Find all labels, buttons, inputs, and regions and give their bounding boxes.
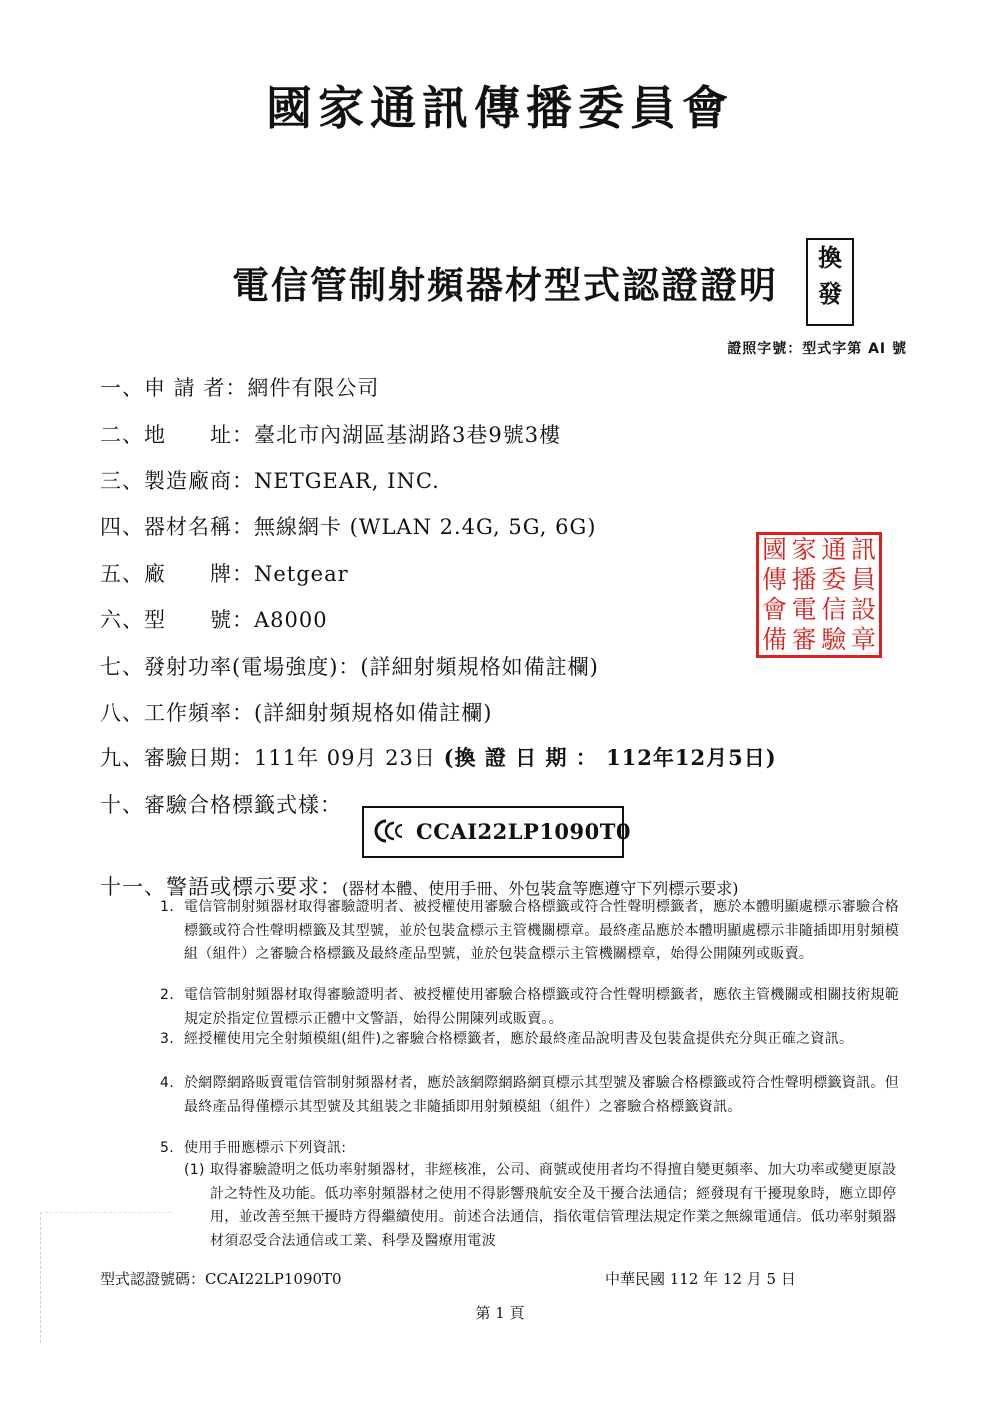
seal-char: 章 bbox=[850, 625, 876, 654]
field-review-date bbox=[100, 742, 777, 772]
seal-char: 會 bbox=[762, 595, 788, 624]
field-label: 十、審驗合格標籤式樣： bbox=[100, 793, 342, 817]
renewal-date: (換 證 日 期 ： 112年12月5日) bbox=[443, 745, 777, 770]
warning-item bbox=[160, 1137, 910, 1161]
agency-name: 國家通訊傳播委員會 bbox=[266, 81, 734, 135]
renewal-stamp-char: 發 bbox=[818, 279, 842, 308]
warning-heading-text: 十一、警語或標示要求： bbox=[100, 875, 342, 899]
seal-char: 訊 bbox=[850, 535, 876, 564]
field-frequency bbox=[100, 697, 492, 727]
field-equipment-name bbox=[100, 511, 596, 541]
field-applicant bbox=[100, 372, 379, 402]
warning-sub-item-number: (1) bbox=[184, 1162, 205, 1178]
approval-label-code: CCAI22LP1090T0 bbox=[416, 819, 632, 844]
seal-char: 傳 bbox=[762, 565, 788, 594]
field-value: A8000 bbox=[254, 608, 328, 632]
field-label: 八、工作頻率： bbox=[100, 701, 254, 725]
warning-item-text: 電信管制射頻器材取得審驗證明者、被授權使用審驗合格標籤或符合性聲明標籤者，應依主管機關或相關技術規範規定於指定位置標示正體中文警語，始得公開陳列或販賣。。 bbox=[184, 987, 899, 1027]
field-value: (詳細射頻規格如備註欄) bbox=[360, 655, 599, 679]
warning-subheading: (器材本體、使用手冊、外包裝盒等應遵守下列標示要求) bbox=[342, 879, 739, 898]
warning-item bbox=[160, 896, 910, 967]
field-value: NETGEAR, INC. bbox=[254, 469, 440, 493]
warning-item-number: 1. bbox=[160, 899, 174, 915]
seal-char: 員 bbox=[850, 565, 876, 594]
warning-item-number: 3. bbox=[160, 1031, 174, 1047]
warning-item-number: 4. bbox=[160, 1075, 174, 1091]
warning-item-text: 電信管制射頻器材取得審驗證明者、被授權使用審驗合格標籤或符合性聲明標籤者，應於本體明顯處標示審驗合格標籤或符合性聲明標籤及其型號，並於包裝盒標示主管機關標章。最終產品應於本體明顯處標示非隨插即用射頻模組（組件）之審驗合格標籤及最終產品型號，並於包裝盒標示主管機關標章，始得公開陳列或販賣。 bbox=[184, 899, 899, 962]
field-label: 一、申 請 者： bbox=[100, 376, 248, 400]
warning-item-text: 使用手冊應標示下列資訊: bbox=[184, 1140, 347, 1156]
field-value: (詳細射頻規格如備註欄) bbox=[254, 701, 493, 725]
seal-char: 設 bbox=[850, 595, 876, 624]
seal-char: 驗 bbox=[821, 625, 847, 654]
warning-sub-item bbox=[184, 1159, 910, 1253]
warning-item bbox=[160, 1028, 910, 1052]
field-model bbox=[100, 604, 328, 634]
field-manufacturer bbox=[100, 465, 440, 495]
field-label: 六、型 號： bbox=[100, 608, 254, 632]
field-brand bbox=[100, 558, 349, 588]
field-value: Netgear bbox=[254, 562, 349, 586]
field-label-sample bbox=[100, 789, 342, 819]
seal-char: 備 bbox=[762, 625, 788, 654]
official-seal bbox=[756, 532, 882, 658]
footer-approval-code: 型式認證號碼：CCAI22LP1090T0 bbox=[100, 1270, 342, 1288]
page-number: 第 1 頁 bbox=[475, 1304, 525, 1322]
field-transmit-power bbox=[100, 651, 599, 681]
field-label: 四、器材名稱： bbox=[100, 515, 254, 539]
footer-date: 中華民國 112 年 12 月 5 日 bbox=[605, 1270, 796, 1288]
ncc-logo-icon bbox=[374, 819, 410, 843]
field-label: 五、廠 牌： bbox=[100, 562, 254, 586]
field-label: 二、地 址： bbox=[100, 423, 254, 447]
field-label: 七、發射功率(電場強度)： bbox=[100, 655, 361, 679]
field-address bbox=[100, 419, 561, 449]
field-value: 網件有限公司 bbox=[247, 376, 380, 400]
seal-char: 播 bbox=[791, 565, 817, 594]
field-value: 臺北市內湖區基湖路3巷9號3樓 bbox=[254, 423, 562, 447]
seal-char: 電 bbox=[791, 595, 817, 624]
warning-item-number: 2. bbox=[160, 987, 174, 1003]
warning-item bbox=[160, 984, 910, 1031]
warning-item-number: 5. bbox=[160, 1140, 174, 1156]
renewal-stamp bbox=[806, 238, 854, 326]
seal-char: 審 bbox=[791, 625, 817, 654]
seal-char: 國 bbox=[762, 535, 788, 564]
warning-item-text: 經授權使用完全射頻模組(組件)之審驗合格標籤者，應於最終產品說明書及包裝盒提供充分與正確之資訊。 bbox=[184, 1031, 854, 1047]
seal-char: 委 bbox=[821, 565, 847, 594]
cert-number: 證照字號：型式字第 AI 號 bbox=[727, 341, 907, 357]
seal-char: 信 bbox=[821, 595, 847, 624]
field-value: 111年 09月 23日 bbox=[254, 746, 436, 770]
field-label: 九、審驗日期： bbox=[100, 746, 254, 770]
warning-item-text: 於網際網路販賣電信管制射頻器材者，應於該網際網路網頁標示其型號及審驗合格標籤或符合性聲明標籤資訊。但最終產品得僅標示其型號及其組裝之非隨插即用射頻模組（組件）之審驗合格標籤資訊。 bbox=[184, 1075, 899, 1115]
seal-char: 家 bbox=[791, 535, 817, 564]
renewal-stamp-char: 換 bbox=[818, 243, 842, 272]
approval-label-box bbox=[362, 806, 632, 858]
warning-sub-item-text: 取得審驗證明之低功率射頻器材，非經核准，公司、商號或使用者均不得擅自變更頻率、加大功率或變更原設計之特性及功能。低功率射頻器材之使用不得影響飛航安全及干擾合法通信；經發現有干擾現象時，應立即停用，並改善至無干擾時方得繼續使用。前述合法通信，指依電信管理法規定作業之無線電通信。低功率射頻器材須忍受合法通信或工業、科學及醫療用電波 bbox=[210, 1162, 897, 1249]
field-label: 三、製造廠商： bbox=[100, 469, 254, 493]
certificate-title: 電信管制射頻器材型式認證證明 bbox=[232, 263, 778, 307]
seal-char: 通 bbox=[821, 535, 847, 564]
warning-item bbox=[160, 1072, 910, 1119]
field-value: 無線網卡 (WLAN 2.4G, 5G, 6G) bbox=[254, 515, 597, 539]
